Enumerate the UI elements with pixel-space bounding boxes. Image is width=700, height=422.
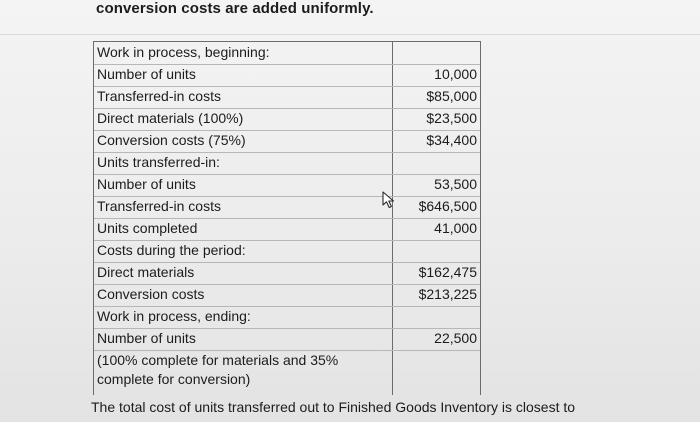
question-text: The total cost of units transferred out to Finished Goods Inventory is closest to <box>91 399 576 415</box>
table-row <box>94 108 480 131</box>
row-label: Work in process, ending: <box>97 308 251 324</box>
table-row <box>94 42 480 65</box>
row-label: Transferred-in costs <box>97 88 221 104</box>
row-label: Direct materials (100%) <box>97 110 244 126</box>
table-row <box>94 218 480 241</box>
row-value: $23,500 <box>426 110 477 126</box>
row-label: Costs during the period: <box>97 242 246 258</box>
table-row <box>94 196 480 219</box>
table-row <box>94 86 480 109</box>
table-row <box>94 284 480 307</box>
row-value: $162,475 <box>418 264 477 280</box>
table-row <box>94 262 480 285</box>
table-row <box>94 64 480 87</box>
mouse-pointer-icon <box>381 191 397 209</box>
divider <box>0 34 700 35</box>
table-row <box>94 328 480 351</box>
row-label: Work in process, beginning: <box>97 44 270 60</box>
row-label: Units completed <box>97 220 198 236</box>
row-label: Conversion costs <box>97 286 205 302</box>
row-value: $646,500 <box>418 198 477 214</box>
row-label: Number of units <box>97 66 196 82</box>
problem-intro-text: conversion costs are added uniformly. <box>96 0 374 17</box>
table-row <box>94 240 480 263</box>
row-value: $213,225 <box>418 286 477 302</box>
table-row <box>94 152 480 175</box>
row-label: Direct materials <box>97 264 195 280</box>
table-row <box>94 306 480 329</box>
row-value: 10,000 <box>434 66 477 82</box>
row-label: (100% complete for materials and 35% complete for conversion) <box>97 352 339 387</box>
row-label: Units transferred-in: <box>97 154 220 170</box>
row-value: $34,400 <box>426 132 477 148</box>
row-value: 22,500 <box>434 330 477 346</box>
row-label: Number of units <box>97 330 196 346</box>
table-row <box>94 174 480 197</box>
table-row <box>94 130 480 153</box>
row-label: Number of units <box>97 176 196 192</box>
row-label: Transferred-in costs <box>97 198 221 214</box>
table-row <box>94 351 480 385</box>
data-table <box>93 41 481 395</box>
row-value: 41,000 <box>434 220 477 236</box>
row-value: $85,000 <box>426 88 477 104</box>
row-value: 53,500 <box>434 176 477 192</box>
row-label: Conversion costs (75%) <box>97 132 246 148</box>
